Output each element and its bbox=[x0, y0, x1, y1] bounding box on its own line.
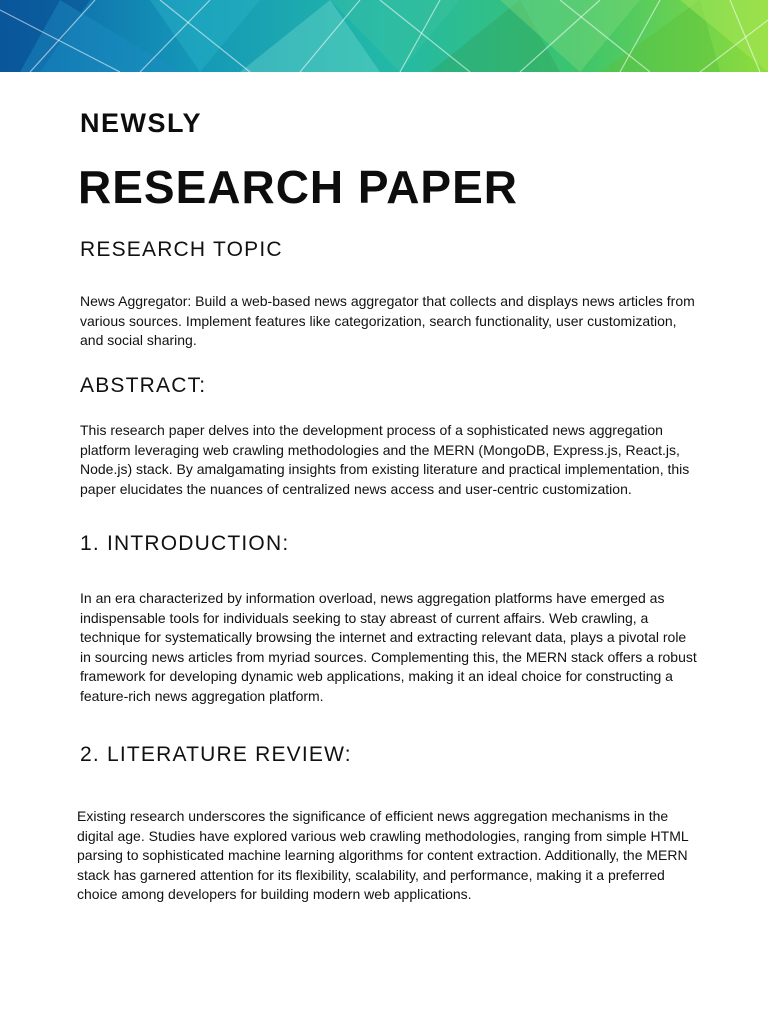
section-heading-introduction: 1. INTRODUCTION: bbox=[80, 532, 290, 555]
section-heading-abstract: ABSTRACT: bbox=[80, 374, 207, 397]
section-body-literature-review: Existing research underscores the significance of efficient news aggregation mechanisms in the digital age. Studies have explored various web crawling methodologies, ranging from simple HTML parsing to sophisticated machine learning algorithms for content extraction. Additionally, the MERN stack has garnered attention for its flexibility, scalability, and performance, making it a preferred choice among developers for building modern web applications. bbox=[77, 808, 689, 903]
document-title: RESEARCH PAPER bbox=[78, 161, 518, 213]
brand-name: NEWSLY bbox=[80, 108, 203, 138]
section-body-abstract: This research paper delves into the development process of a sophisticated news aggregation platform leveraging web crawling methodologies and the MERN (MongoDB, Express.js, React.js, Node.js) stack. By amalgamating insights from existing literature and practical implementation, this paper elucidates the nuances of centralized news access and user-centric customization. bbox=[80, 422, 690, 497]
section-heading-research-topic: RESEARCH TOPIC bbox=[80, 238, 283, 261]
section-heading-literature-review: 2. LITERATURE REVIEW: bbox=[80, 743, 352, 766]
section-body-introduction: In an era characterized by information overload, news aggregation platforms have emerged as indispensable tools for individuals seeking to stay abreast of current affairs. Web crawling, a technique for systematically browsing the internet and extracting relevant data, plays a pivotal role in sourcing news articles from myriad sources. Complementing this, the MERN stack offers a robust framework for developing dynamic web applications, making it an ideal choice for constructing a feature-rich news aggregation platform. bbox=[80, 590, 697, 704]
section-body-research-topic: News Aggregator: Build a web-based news aggregator that collects and displays news articles from various sources. Implement features like categorization, search functionality, user customization, and social sharing. bbox=[80, 293, 695, 349]
